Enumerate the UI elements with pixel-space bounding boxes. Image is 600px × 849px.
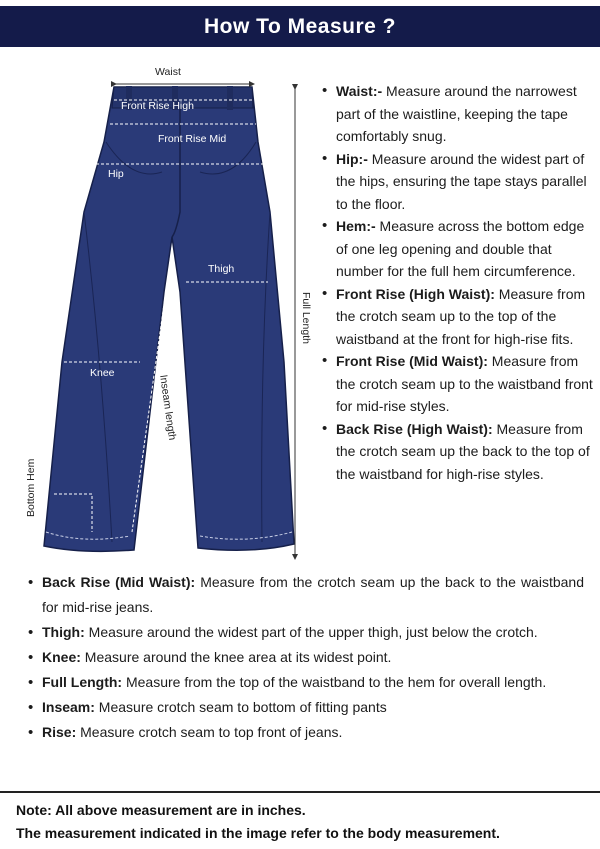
note-line-body-measurement: The measurement indicated in the image refer to the body measurement. [16,825,500,841]
knee-label: Knee [90,367,115,379]
list-item: • Back Rise (Mid Waist): Measure from the crotch seam up the back to the waistband for mid-rise jeans. [24,570,584,620]
full-length-label: Full Length [300,292,312,344]
list-item: • Waist:- Measure around the narrowest part of the waistline, keeping the tape comfortably snug. [318,80,593,148]
thigh-label: Thigh [208,263,235,275]
inseam-label: Inseam length [157,374,179,441]
list-item: • Knee: Measure around the knee area at its widest point. [24,645,584,670]
note-line-units: Note: All above measurement are in inches. [16,802,306,818]
list-item: • Back Rise (High Waist): Measure from the crotch seam up the back to the top of the waistband for high-rise styles. [318,418,593,486]
hip-label: Hip [108,168,124,180]
measurement-list-right [318,80,593,485]
divider [0,791,600,793]
measurement-list-bottom [24,570,584,745]
list-item: • Front Rise (Mid Waist): Measure from the crotch seam up to the waistband front for mid-rise styles. [318,350,593,418]
jeans-measurement-diagram [22,62,318,562]
page-title: How To Measure ? [204,14,396,38]
list-item: • Hip:- Measure around the widest part of the hips, ensuring the tape stays parallel to the floor. [318,148,593,216]
jeans-shape [44,87,294,551]
list-item: • Front Rise (High Waist): Measure from the crotch seam up to the top of the waistband at the front for high-rise fits. [318,283,593,351]
waist-label: Waist [155,66,181,78]
bottom-hem-label: Bottom Hem [25,458,37,517]
list-item: • Full Length: Measure from the top of the waistband to the hem for overall length. [24,670,584,695]
list-item: • Rise: Measure crotch seam to top front of jeans. [24,720,584,745]
front-rise-mid-label: Front Rise Mid [158,133,227,145]
note-block [16,799,596,845]
front-rise-high-label: Front Rise High [121,100,194,112]
page-header [0,6,600,47]
list-item: • Hem:- Measure across the bottom edge of one leg opening and double that number for the full hem circumference. [318,215,593,283]
list-item: • Inseam: Measure crotch seam to bottom of fitting pants [24,695,584,720]
list-item: • Thigh: Measure around the widest part of the upper thigh, just below the crotch. [24,620,584,645]
